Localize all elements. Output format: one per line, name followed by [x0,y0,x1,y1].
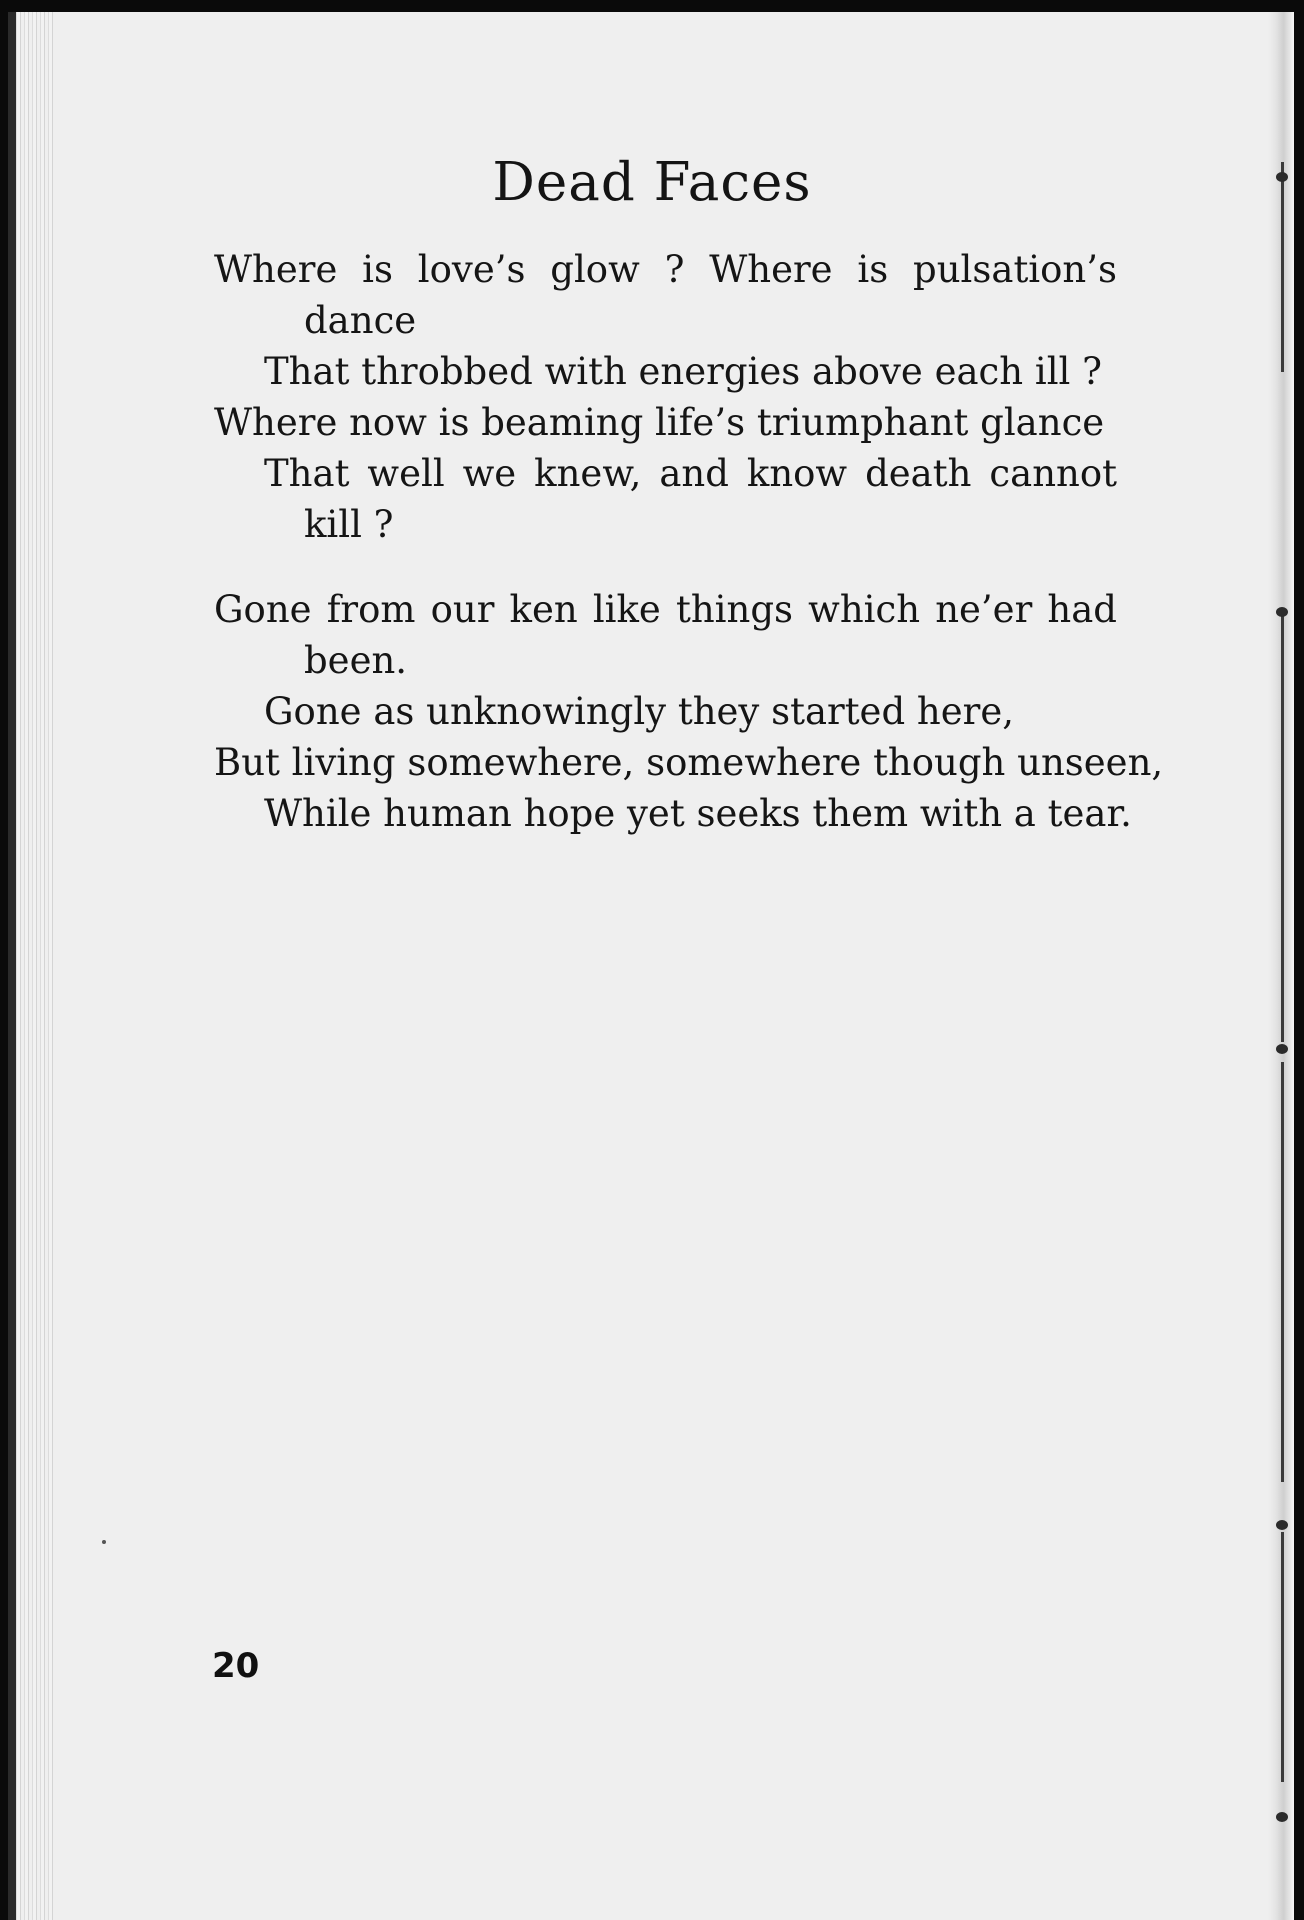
binding-thread [1281,1062,1284,1482]
poem-line: That well we knew, and know death cannot [264,452,1117,495]
poem-title: Dead Faces [492,152,812,213]
page-edge-shadow [8,12,16,1920]
poem-line: Gone as unknowingly they started here, [264,690,1014,733]
poem-line: Gone from our ken like things which ne’er had [214,588,1117,631]
binding-spine [1268,12,1294,1920]
binding-stitch [1276,1812,1288,1822]
stanza-2 [214,584,1164,839]
stanza-1 [214,244,1117,550]
binding-stitch [1276,607,1288,617]
poem-line: While human hope yet seeks them with a tear. [264,792,1132,835]
poem-line: been. [304,639,408,682]
binding-stitch [1276,1044,1288,1054]
paper-speck [102,1540,106,1544]
page-number: 20 [212,1646,260,1686]
poem-line: But living somewhere, somewhere though unseen, [214,741,1164,784]
poem-line: That throbbed with energies above each ill ? [264,350,1102,393]
binding-thread [1281,1532,1284,1782]
poem-line: kill ? [304,503,394,546]
poem-line: dance [304,299,417,342]
binding-thread [1281,612,1284,1042]
poem-line: Where now is beaming life’s triumphant glance [214,401,1105,444]
poem-line: Where is love’s glow ? Where is pulsation’s [214,248,1117,291]
binding-stitch [1276,1520,1288,1530]
